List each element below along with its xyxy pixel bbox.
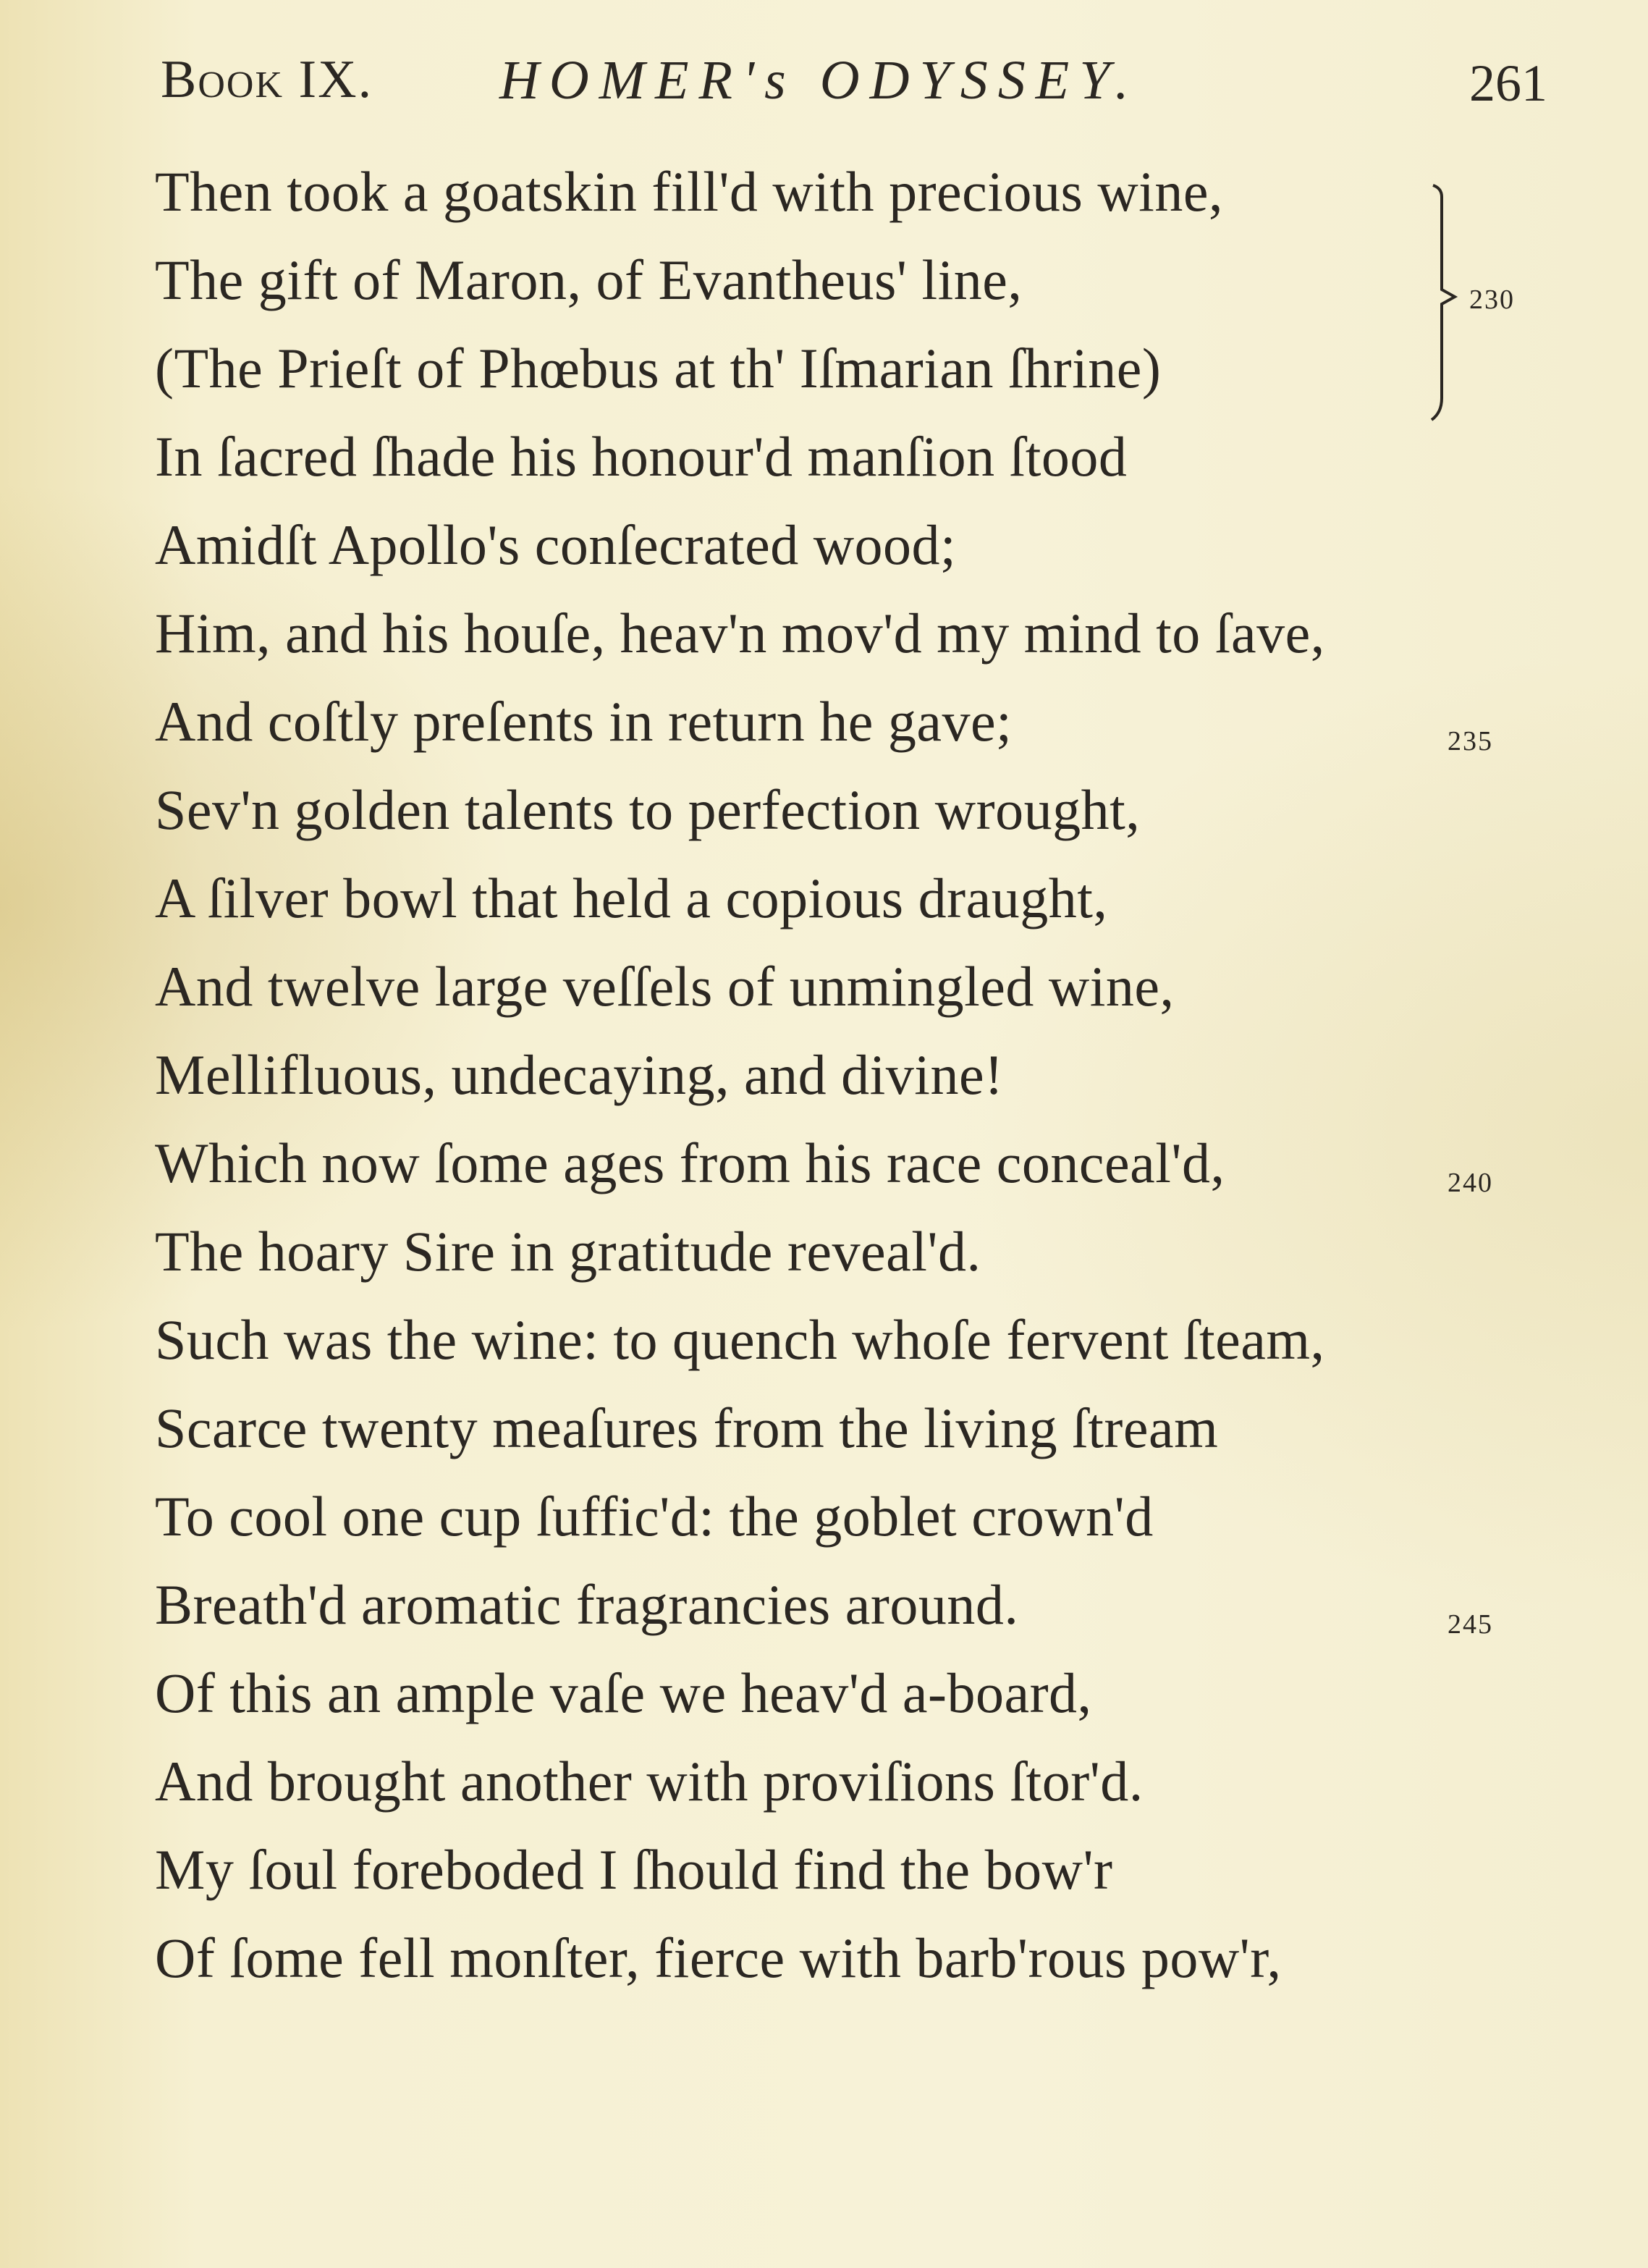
brace-icon [1426, 181, 1462, 427]
verse-line: Him, and his houſe, heav'n mov'd my mind to ſave, [155, 602, 1325, 665]
line-number: 240 [1448, 1168, 1493, 1198]
verse-line: The gift of Maron, of Evantheus' line, [155, 248, 1023, 311]
verse-line: My ſoul foreboded I ſhould find the bow'r [155, 1838, 1113, 1901]
verse-line: Sev'n golden talents to perfection wrought, [155, 778, 1141, 841]
verse-line: Mellifluous, undecaying, and divine! [155, 1043, 1004, 1106]
running-title: HOMER's ODYSSEY. [499, 50, 1139, 111]
verse-line: In ſacred ſhade his honour'd manſion ſtood [155, 425, 1128, 488]
verse-line: And twelve large veſſels of unmingled wine, [155, 955, 1175, 1018]
verse-line: A ſilver bowl that held a copious draught, [155, 867, 1108, 929]
verse-line: And coſtly preſents in return he gave; [155, 690, 1013, 753]
verse-line: The hoary Sire in gratitude reveal'd. [155, 1220, 981, 1283]
line-number: 230 [1469, 284, 1515, 315]
verse-line: Such was the wine: to quench whoſe fervent ſteam, [155, 1308, 1325, 1371]
verse-line: Of ſome fell monſter, fierce with barb'rous pow'r, [155, 1926, 1282, 1989]
verse-line: Which now ſome ages from his race conceal'd, [155, 1131, 1225, 1194]
page-number: 261 [1469, 54, 1547, 112]
verse-line: (The Prieſt of Phœbus at th' Iſmarian ſhrine) [155, 337, 1162, 400]
triplet-brace [1426, 181, 1462, 427]
verse-line: To cool one cup ſuffic'd: the goblet crown'd [155, 1485, 1154, 1548]
line-number: 245 [1448, 1609, 1493, 1640]
verse-line: Scarce twenty meaſures from the living ſtream [155, 1396, 1219, 1459]
verse-line: Of this an ample vaſe we heav'd a-board, [155, 1661, 1092, 1724]
verse-line: Amidſt Apollo's conſecrated wood; [155, 513, 957, 576]
verse-line: Breath'd aromatic fragrancies around. [155, 1573, 1019, 1636]
verse-line: And brought another with proviſions ſtor'd. [155, 1750, 1144, 1813]
line-number: 235 [1448, 726, 1493, 756]
book-label: Book IX. [161, 50, 373, 109]
verse-line: Then took a goatskin fill'd with precious wine, [155, 160, 1223, 223]
